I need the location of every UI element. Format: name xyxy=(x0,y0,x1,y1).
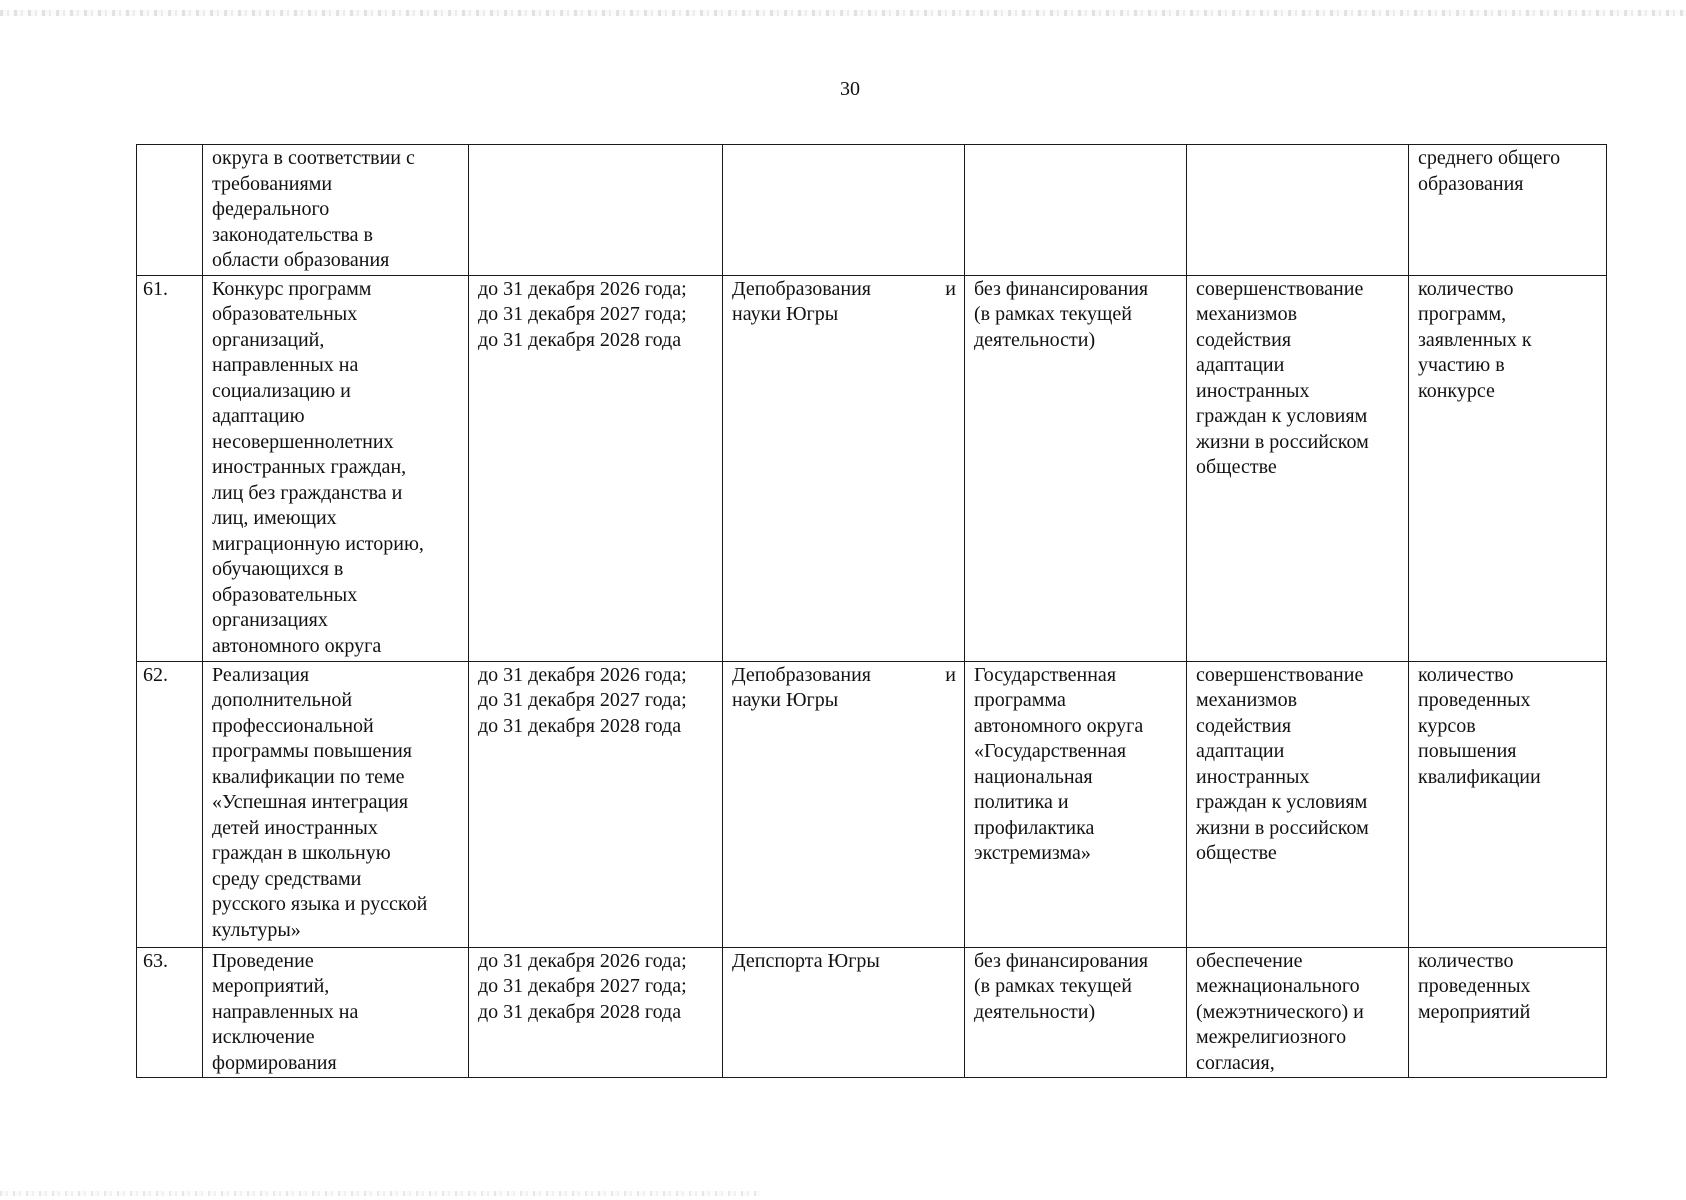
deadline xyxy=(469,145,723,276)
measure-name: Проведение мероприятий, направленных на исключение формирования xyxy=(203,947,469,1078)
responsible-org-cont: науки Югры xyxy=(732,303,839,325)
expected-result xyxy=(1187,145,1409,276)
indicator: количество проведенных курсов повышения квалификации xyxy=(1409,661,1607,947)
action-plan-table xyxy=(136,144,1607,1078)
indicator: количество проведенных мероприятий xyxy=(1409,947,1607,1078)
row-number: 62. xyxy=(137,661,203,947)
responsible xyxy=(723,275,965,661)
table-row xyxy=(137,661,1607,947)
financing: без финансирования (в рамках текущей деятельности) xyxy=(965,275,1187,661)
deadline: до 31 декабря 2026 года; до 31 декабря 2027 года; до 31 декабря 2028 года xyxy=(469,275,723,661)
indicator: среднего общего образования xyxy=(1409,145,1607,276)
responsible xyxy=(723,661,965,947)
scan-edge-top xyxy=(0,10,1686,16)
responsible-org: Депобразования xyxy=(732,277,871,300)
table-row xyxy=(137,275,1607,661)
responsible-org: Депобразования xyxy=(732,663,871,686)
row-number: 61. xyxy=(137,275,203,661)
page-number: 30 xyxy=(840,78,860,100)
responsible-conj: и xyxy=(945,277,956,300)
indicator: количество программ, заявленных к участию в конкурсе xyxy=(1409,275,1607,661)
responsible-org: Депспорта Югры xyxy=(732,949,880,972)
deadline: до 31 декабря 2026 года; до 31 декабря 2027 года; до 31 декабря 2028 года xyxy=(469,661,723,947)
expected-result: обеспечение межнационального (межэтнического) и межрелигиозного согласия, xyxy=(1187,947,1409,1078)
expected-result: совершенствование механизмов содействия адаптации иностранных граждан к условиям жизни в российском обществе xyxy=(1187,661,1409,947)
expected-result: совершенствование механизмов содействия адаптации иностранных граждан к условиям жизни в российском обществе xyxy=(1187,275,1409,661)
financing xyxy=(965,145,1187,276)
table-row xyxy=(137,947,1607,1078)
responsible xyxy=(723,947,965,1078)
deadline: до 31 декабря 2026 года; до 31 декабря 2027 года; до 31 декабря 2028 года xyxy=(469,947,723,1078)
responsible-conj: и xyxy=(945,663,956,686)
row-number: 63. xyxy=(137,947,203,1078)
financing: Государственная программа автономного округа «Государственная национальная политика и профилактика экстремизма» xyxy=(965,661,1187,947)
responsible xyxy=(723,145,965,276)
table-row xyxy=(137,145,1607,276)
row-number xyxy=(137,145,203,276)
measure-name: Конкурс программ образовательных организаций, направленных на социализацию и адаптацию несовершеннолетних иностранных граждан, лиц без гражданства и лиц, имеющих миграционную историю, обучающихся в образовательных организациях автономного округа xyxy=(203,275,469,661)
financing: без финансирования (в рамках текущей деятельности) xyxy=(965,947,1187,1078)
measure-name: округа в соответствии с требованиями федерального законодательства в области образования xyxy=(203,145,469,276)
scan-edge-bottom xyxy=(0,1191,760,1196)
responsible-org-cont: науки Югры xyxy=(732,689,839,711)
measure-name: Реализация дополнительной профессиональной программы повышения квалификации по теме «Успешная интеграция детей иностранных граждан в школьную среду средствами русского языка и русской культуры» xyxy=(203,661,469,947)
